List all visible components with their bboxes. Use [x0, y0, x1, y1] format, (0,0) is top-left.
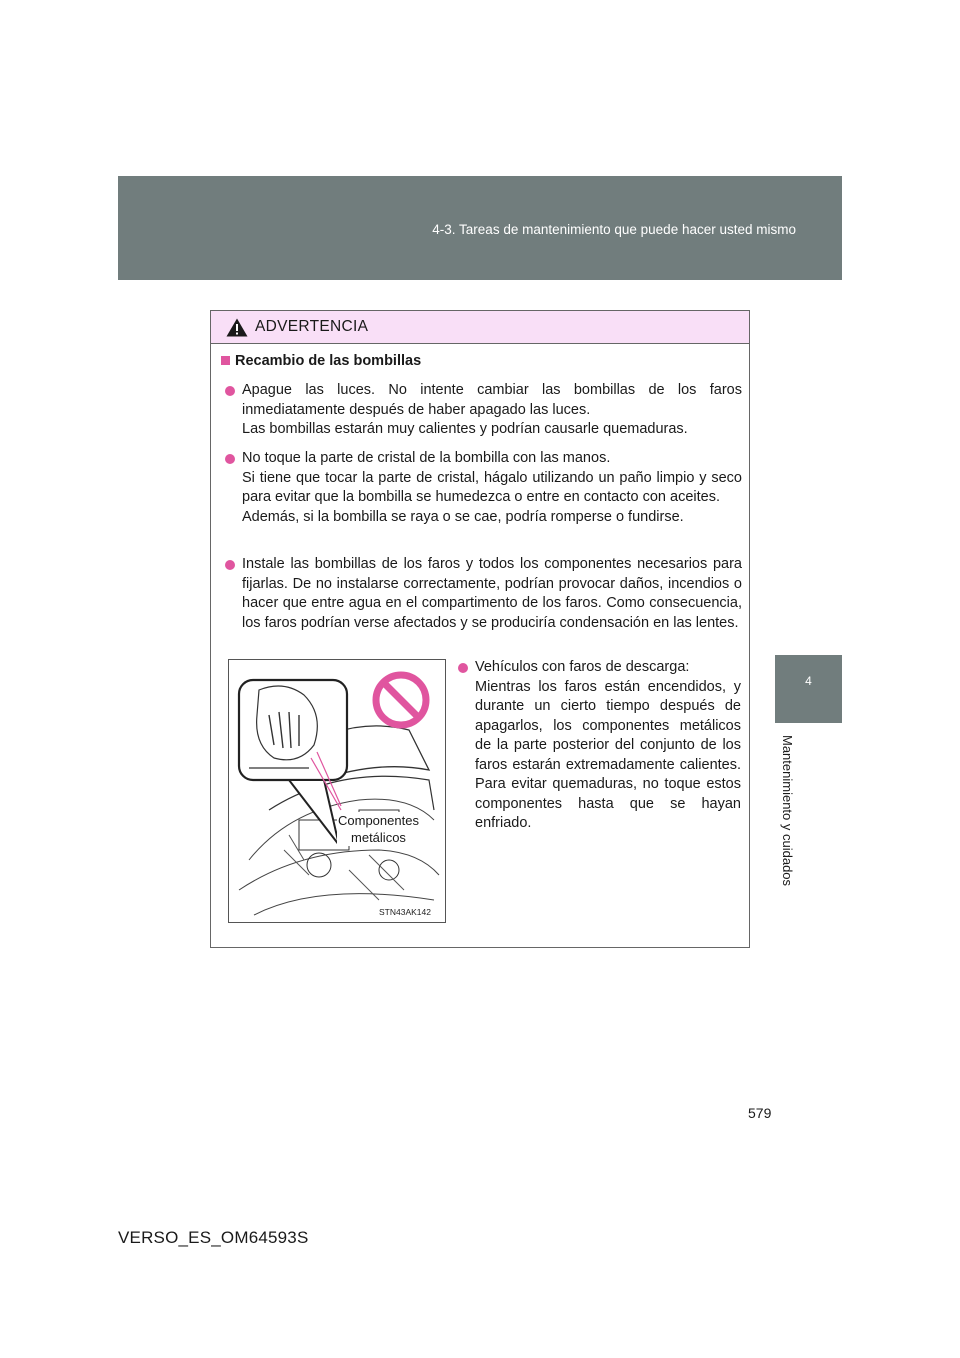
- bullet-item: [242, 449, 742, 527]
- chapter-number: 4: [805, 674, 812, 688]
- bullet-line: Las bombillas estarán muy calientes y podrían causarle quemaduras.: [242, 421, 688, 437]
- section-heading: [221, 353, 421, 369]
- warning-triangle-icon: [226, 318, 248, 337]
- engine-compartment-figure: [228, 659, 446, 923]
- bullet-item: [242, 381, 742, 440]
- chapter-tab: [775, 655, 842, 723]
- bullet-line: Apague las luces. No intente cambiar las bombillas de los faros inmediatamente después de haber apagado las luces.: [242, 382, 742, 418]
- chapter-label: Mantenimiento y cuidados: [780, 735, 795, 887]
- bullet-dot-icon: [225, 560, 235, 570]
- engine-illustration: [229, 660, 445, 922]
- bullet-dot-icon: [225, 454, 235, 464]
- bullet-item: [475, 658, 741, 834]
- figure-code: STN43AK142: [379, 907, 431, 917]
- page-number: 579: [748, 1105, 772, 1121]
- chapter-label-wrap: [775, 735, 813, 905]
- bullet-dot-icon: [458, 663, 468, 673]
- bullet-line: Instale las bombillas de los faros y todos los componentes necesarios para fijarlas. De no instalarse correctamente, podrían provocar daños, incendios o hacer que entre agua en el compartimento de los faros. Como consecuencia, los faros podrían verse afectados y se produciría condensación en las lentes.: [242, 556, 742, 631]
- warning-header: [211, 311, 749, 344]
- warning-box: [210, 310, 750, 948]
- figure-label-line: Componentes: [338, 813, 419, 828]
- warning-title: ADVERTENCIA: [255, 318, 369, 335]
- bullet-line: Vehículos con faros de descarga:: [475, 659, 690, 675]
- bullet-dot-icon: [225, 386, 235, 396]
- bullet-line: Además, si la bombilla se raya o se cae, podría romperse o fundirse.: [242, 508, 684, 525]
- heading-text: Recambio de las bombillas: [235, 353, 422, 369]
- bullet-line: No toque la parte de cristal de la bombilla con las manos.: [242, 450, 611, 466]
- bullet-line: Si tiene que tocar la parte de cristal, hágalo utilizando un paño limpio y seco para evitar que la bombilla se humedezca o entre en contacto con aceites.: [242, 469, 742, 505]
- square-bullet-icon: [221, 356, 230, 365]
- figure-label: [337, 812, 420, 846]
- document-code: VERSO_ES_OM64593S: [118, 1228, 309, 1247]
- figure-label-line: metálicos: [351, 830, 406, 845]
- bullet-item: [242, 555, 742, 633]
- section-title: 4-3. Tareas de mantenimiento que puede hacer usted mismo: [432, 222, 796, 237]
- header-band: [118, 176, 842, 280]
- bullet-line: Mientras los faros están encendidos, y durante un cierto tiempo después de apagarlos, los componentes metálicos de la parte posterior del conjunto de los faros estarán extremadamente calientes. Para evitar quemaduras, no toque estos componentes hasta que se hayan enfriado.: [475, 678, 741, 831]
